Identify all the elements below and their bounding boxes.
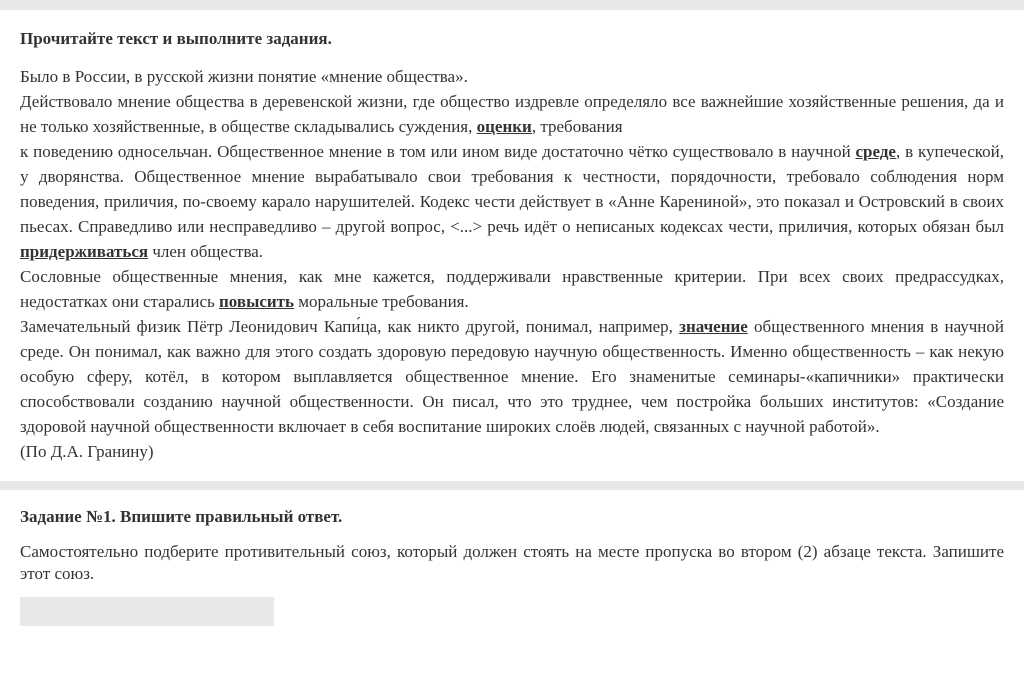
reading-heading: Прочитайте текст и выполните задания. [20, 29, 332, 48]
paragraph-3 [20, 264, 1004, 314]
task-heading: Задание №1. Впишите правильный ответ. [20, 507, 343, 526]
highlighted-word-priderzhivatsya: придерживаться [20, 242, 149, 261]
paragraph-1: Было в России, в русской жизни понятие «мнение общества». [20, 67, 468, 86]
paragraph-3-part-b: моральные требования. [294, 292, 469, 311]
paragraph-2-part-a: Действовало мнение общества в деревенской жизни, где общество издревле определяло все важнейшие хозяйственные решения, да и не только хозяйственные, в обществе складывались суждения, [20, 92, 1004, 136]
section-divider [0, 481, 1024, 490]
highlighted-word-povysit: повысить [219, 292, 295, 311]
task-instruction: Самостоятельно подберите противительный союз, который должен стоять на месте пропуска во втором (2) абзаце текста. Запишите этот союз. [20, 542, 1004, 583]
paragraph-2-part-b: , требования [531, 117, 623, 136]
task-section [0, 490, 1024, 626]
text-source: (По Д.А. Гранину) [20, 442, 154, 461]
paragraph-2-part-d: , в купеческой, у дворянства. Общественное мнение вырабатывало свои требования к честности, порядочности, требовало соблюдения норм поведения, приличия, по-своему карало нарушителей. Кодекс чести действует в «Анне Карениной», это показал и Островский в своих пьесах. Справедливо или несправедливо – другой вопрос, <...> речь идёт о неписаных кодексах чести, приличия, которых обязан был [20, 142, 1004, 236]
highlighted-word-otsenki: оценки [476, 117, 532, 136]
reading-section [0, 10, 1024, 464]
answer-input[interactable] [20, 597, 274, 626]
reading-text [20, 64, 1004, 464]
top-divider [0, 0, 1024, 10]
paragraph-4 [20, 314, 1004, 439]
paragraph-2 [20, 89, 1004, 264]
paragraph-2-part-e: член общества. [148, 242, 264, 261]
paragraph-4-part-b: общественного мнения в научной среде. Он понимал, как важно для этого создать здоровую передовую научную общественность. Именно общественность – как некую особую сферу, котёл, в котором выплавляется общественное мнение. Его знаменитые семинары-«капичники» практически способствовали созданию научной общественности. Он писал, что это труднее, чем постройка больших институтов: «Создание здоровой научной общественности включает в себя воспитание широких слоёв людей, связанных с научной работой». [20, 317, 1004, 436]
paragraph-3-part-a: Сословные общественные мнения, как мне кажется, поддерживали нравственные критерии. При всех своих предрассудках, недостатках они старались [20, 267, 1004, 311]
highlighted-word-srede: среде [855, 142, 896, 161]
highlighted-word-znachenie: значение [679, 317, 748, 336]
paragraph-4-part-a: Замечательный физик Пётр Леонидович Капи́ца, как никто другой, понимал, например, [20, 317, 680, 336]
paragraph-2-part-c: к поведению односельчан. Общественное мнение в том или ином виде достаточно чётко существовало в научной [20, 142, 856, 161]
